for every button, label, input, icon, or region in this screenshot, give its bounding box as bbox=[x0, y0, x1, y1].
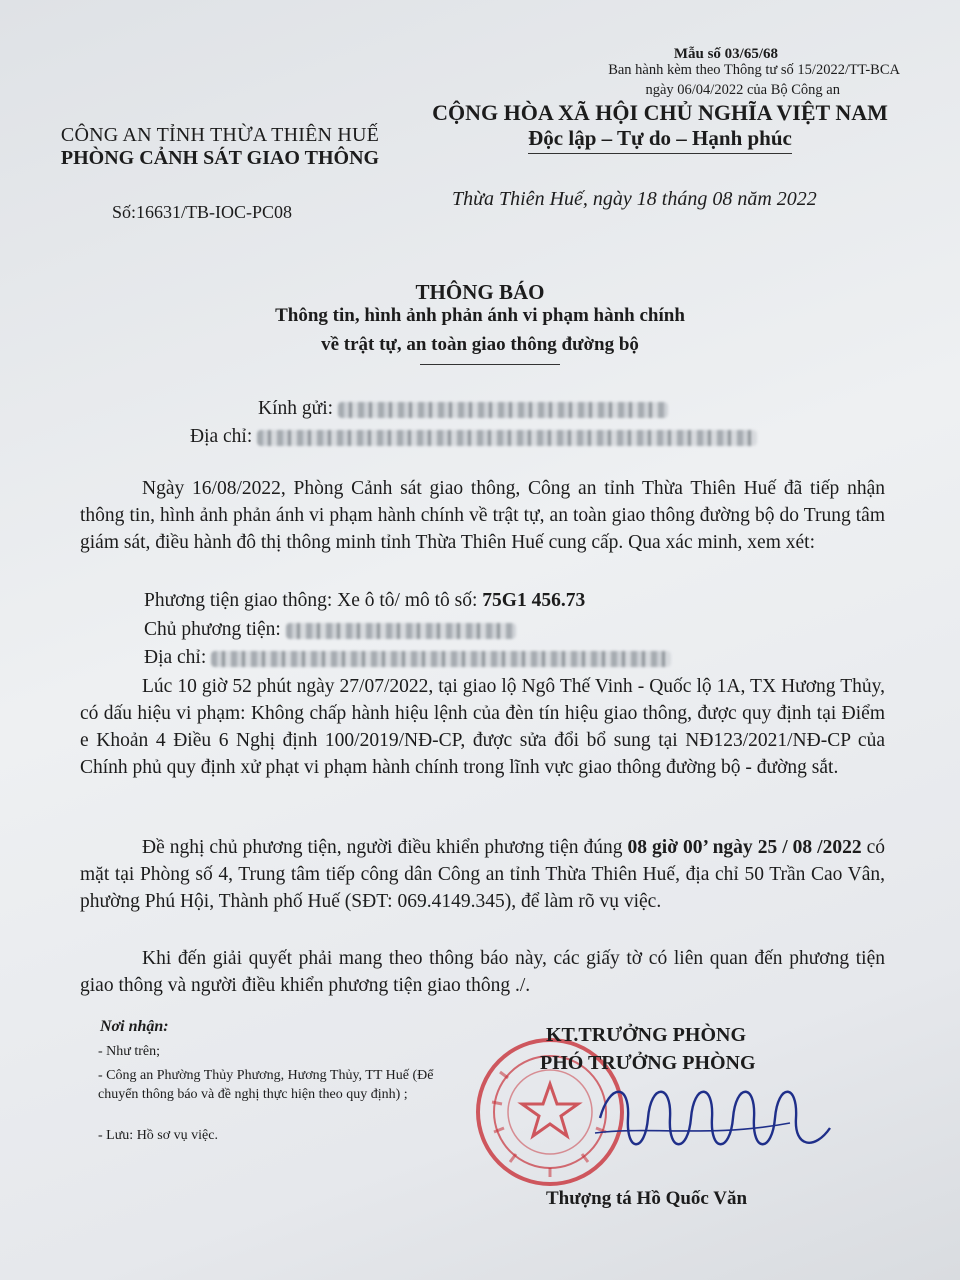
document-subtitle-2: về trật tự, an toàn giao thông đường bộ bbox=[321, 334, 639, 355]
vehicle-line bbox=[144, 590, 585, 612]
handwritten-signature bbox=[590, 1078, 840, 1158]
document-number: Số:16631/TB-IOC-PC08 bbox=[112, 202, 293, 222]
paragraph-3-lead: Đề nghị chủ phương tiện, người điều khiển phương tiện đúng bbox=[142, 837, 623, 858]
recipients-title: Nơi nhận: bbox=[100, 1018, 169, 1035]
owner-label: Chủ phương tiện: bbox=[144, 619, 281, 640]
address-label: Địa chỉ: bbox=[190, 426, 253, 447]
issuing-agency-block bbox=[30, 124, 410, 170]
redacted-addressee bbox=[338, 402, 668, 418]
appointment-time: 08 giờ 00’ ngày 25 / 08 /2022 bbox=[627, 837, 862, 858]
vehicle-plate: 75G1 456.73 bbox=[482, 590, 586, 611]
document-subtitle-1: Thông tin, hình ảnh phản ánh vi phạm hành chính bbox=[275, 305, 685, 326]
paragraph-2: Lúc 10 giờ 52 phút ngày 27/07/2022, tại giao lộ Ngô Thế Vinh - Quốc lộ 1A, TX Hương Thủy, có dấu hiệu vi phạm: Không chấp hành hiệu lệnh của đèn tín hiệu giao thông, được quy định tại Điểm e Khoản 4 Điều 6 Nghị định 100/2019/NĐ-CP, được sửa đổi bổ sung tại NĐ123/2021/NĐ-CP của Chính phủ quy định xử phạt vi phạm hành chính trong lĩnh vực giao thông đường bộ - đường sắt. bbox=[80, 676, 885, 778]
form-issued-line-2: ngày 06/04/2022 của Bộ Công an bbox=[645, 82, 840, 98]
paragraph-3 bbox=[80, 834, 885, 915]
subtitle-rule bbox=[420, 364, 560, 365]
paragraph-4: Khi đến giải quyết phải mang theo thông báo này, các giấy tờ có liên quan đến phương tiện giao thông và người điều khiển phương tiện giao thông ./. bbox=[80, 948, 885, 996]
department-name: PHÒNG CẢNH SÁT GIAO THÔNG bbox=[60, 147, 380, 169]
place-date: Thừa Thiên Huế, ngày 18 tháng 08 năm 2022 bbox=[452, 188, 817, 210]
national-motto: Độc lập – Tự do – Hạnh phúc bbox=[528, 126, 792, 154]
paragraph-1: Ngày 16/08/2022, Phòng Cảnh sát giao thông, Công an tỉnh Thừa Thiên Huế đã tiếp nhận thông tin, hình ảnh phản ánh vi phạm hành chính về trật tự, an toàn giao thông đường bộ do Trung tâm giám sát, điều hành đô thị thông minh tỉnh Thừa Thiên Huế cung cấp. Qua xác minh, xem xét: bbox=[80, 478, 885, 553]
owner-line bbox=[144, 619, 516, 641]
address-line bbox=[190, 426, 757, 448]
signer-name: Thượng tá Hồ Quốc Văn bbox=[546, 1188, 748, 1209]
redacted-owner bbox=[286, 623, 516, 639]
paragraph-3-rest: có mặt tại Phòng số 4, Trung tâm tiếp công dân Công an tỉnh Thừa Thiên Huế, địa chỉ 50 Trần Cao Vân, phường Phú Hội, Thành phố Huế (SĐT: 069.4149.345), để làm rõ vụ việc. bbox=[80, 837, 885, 912]
vehicle-label: Phương tiện giao thông: Xe ô tô/ mô tô số: bbox=[144, 590, 478, 611]
document-title: THÔNG BÁO bbox=[415, 280, 545, 304]
form-code: Mẫu số 03/65/68 bbox=[673, 46, 778, 62]
form-issued-line-1: Ban hành kèm theo Thông tư số 15/2022/TT-BCA bbox=[608, 62, 900, 78]
agency-name: CÔNG AN TỈNH THỪA THIÊN HUẾ bbox=[60, 124, 380, 146]
owner-address-line bbox=[144, 647, 671, 669]
addressee-label: Kính gửi: bbox=[258, 398, 334, 419]
recipient-item: - Như trên; bbox=[98, 1044, 161, 1059]
national-header bbox=[420, 100, 900, 154]
signature-title-2: PHÓ TRƯỞNG PHÒNG bbox=[540, 1052, 756, 1074]
recipient-item: - Công an Phường Thủy Phương, Hương Thủy, TT Huế (Để chuyển thông báo và đề nghị thực hiện theo quy định) ; bbox=[98, 1068, 434, 1102]
recipient-item: - Lưu: Hồ sơ vụ việc. bbox=[98, 1128, 218, 1143]
signature-title-1: KT.TRƯỞNG PHÒNG bbox=[546, 1024, 746, 1046]
nation-name: CỘNG HÒA XÃ HỘI CHỦ NGHĨA VIỆT NAM bbox=[432, 100, 888, 125]
addressee-line bbox=[258, 398, 668, 420]
redacted-address bbox=[257, 430, 757, 446]
redacted-owner-address bbox=[211, 651, 671, 667]
owner-address-label: Địa chỉ: bbox=[144, 647, 207, 668]
